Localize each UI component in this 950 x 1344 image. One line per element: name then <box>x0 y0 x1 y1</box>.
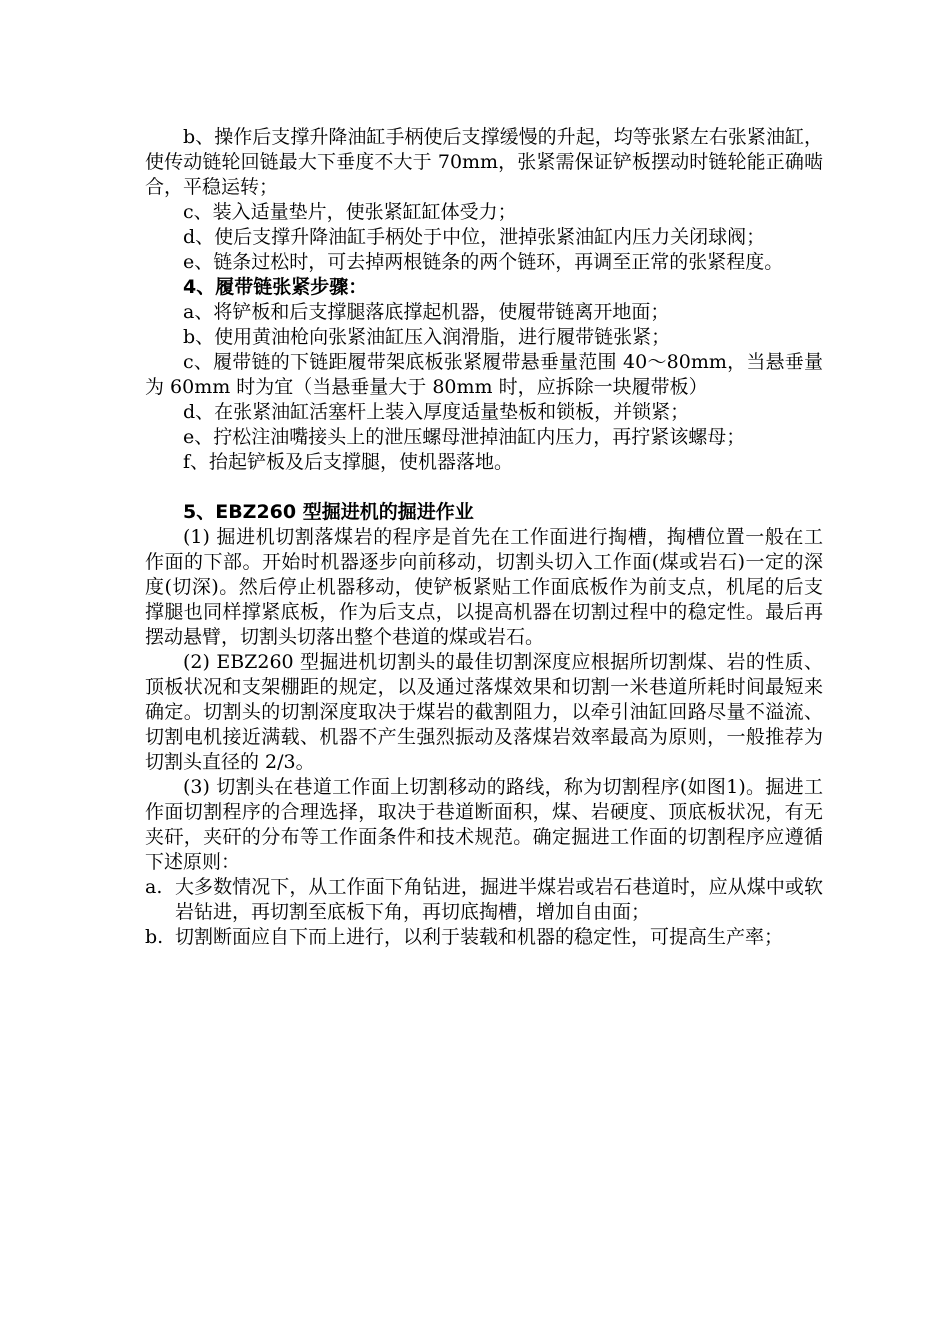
paragraph-5-1: (1) 掘进机切割落煤岩的程序是首先在工作面进行掏槽，掏槽位置一般在工作面的下部。开始时机器逐步向前移动，切割头切入工作面(煤或岩石)一定的深度(切深)。然后停止机器移动，使铲板紧贴工作面底板作为前支点，机尾的后支撑腿也同样撑紧底板，作为后支点，以提高机器在切割过程中的稳定性。最后再摆动悬臂，切割头切落出整个巷道的煤或岩石。 <box>145 526 823 648</box>
section-heading-5: 5、EBZ260 型掘进机的掘进作业 <box>183 501 474 523</box>
paragraph-5-2: (2) EBZ260 型掘进机切割头的最佳切割深度应根据所切割煤、岩的性质、顶板状况和支架棚距的规定，以及通过落煤效果和切割一米巷道所耗时间最短来确定。切割头的切割深度取决于煤岩的截割阻力，以牵引油缸回路尽量不溢流、切割电机接近满载、机器不产生强烈振动及落煤岩效率最高为原则，一般推荐为切割头直径的 2/3。 <box>145 651 823 773</box>
section-heading-4: 4、履带链张紧步骤： <box>183 276 368 298</box>
paragraph-4e: e、拧松注油嘴接头上的泄压螺母泄掉油缸内压力，再拧紧该螺母； <box>183 426 746 448</box>
paragraph-3b: b、操作后支撑升降油缸手柄使后支撑缓慢的升起，均等张紧左右张紧油缸，使传动链轮回链最大下垂度不大于 70mm，张紧需保证铲板摆动时链轮能正确啮合，平稳运转； <box>145 126 823 198</box>
paragraph-3d: d、使后支撑升降油缸手柄处于中位，泄掉张紧油缸内压力关闭球阀； <box>183 226 766 248</box>
paragraph-3e: e、链条过松时，可去掉两根链条的两个链环，再调至正常的张紧程度。 <box>183 251 784 273</box>
list-marker: a. <box>145 876 163 898</box>
paragraph-4b: b、使用黄油枪向张紧油缸压入润滑脂，进行履带链张紧； <box>183 326 671 348</box>
list-item <box>145 875 823 925</box>
list-item-text: 大多数情况下，从工作面下角钻进，掘进半煤岩或岩石巷道时，应从煤中或软岩钻进，再切割至底板下角，再切底掏槽，增加自由面； <box>175 876 823 923</box>
list-item <box>145 925 823 950</box>
list-item-text: 切割断面应自下而上进行，以利于装载和机器的稳定性，可提高生产率； <box>175 926 784 948</box>
list-marker: b. <box>145 926 164 948</box>
paragraph-4c: c、履带链的下链距履带架底板张紧履带悬垂量范围 40～80mm，当悬垂量为 60mm 时为宜（当悬垂量大于 80mm 时，应拆除一块履带板） <box>145 351 823 398</box>
paragraph-4f: f、抬起铲板及后支撑腿，使机器落地。 <box>183 451 514 473</box>
paragraph-5-3: (3) 切割头在巷道工作面上切割移动的路线，称为切割程序(如图1)。掘进工作面切割程序的合理选择，取决于巷道断面积，煤、岩硬度、顶底板状况，有无夹矸，夹矸的分布等工作面条件和技术规范。确定掘进工作面的切割程序应遵循下述原则： <box>145 776 823 873</box>
paragraph-3c: c、装入适量垫片，使张紧缸缸体受力； <box>183 201 517 223</box>
paragraph-4a: a、将铲板和后支撑腿落底撑起机器，使履带链离开地面； <box>183 301 670 323</box>
document-body <box>145 125 823 950</box>
blank-line <box>145 475 823 500</box>
paragraph-4d: d、在张紧油缸活塞杆上装入厚度适量垫板和锁板，并锁紧； <box>183 401 690 423</box>
